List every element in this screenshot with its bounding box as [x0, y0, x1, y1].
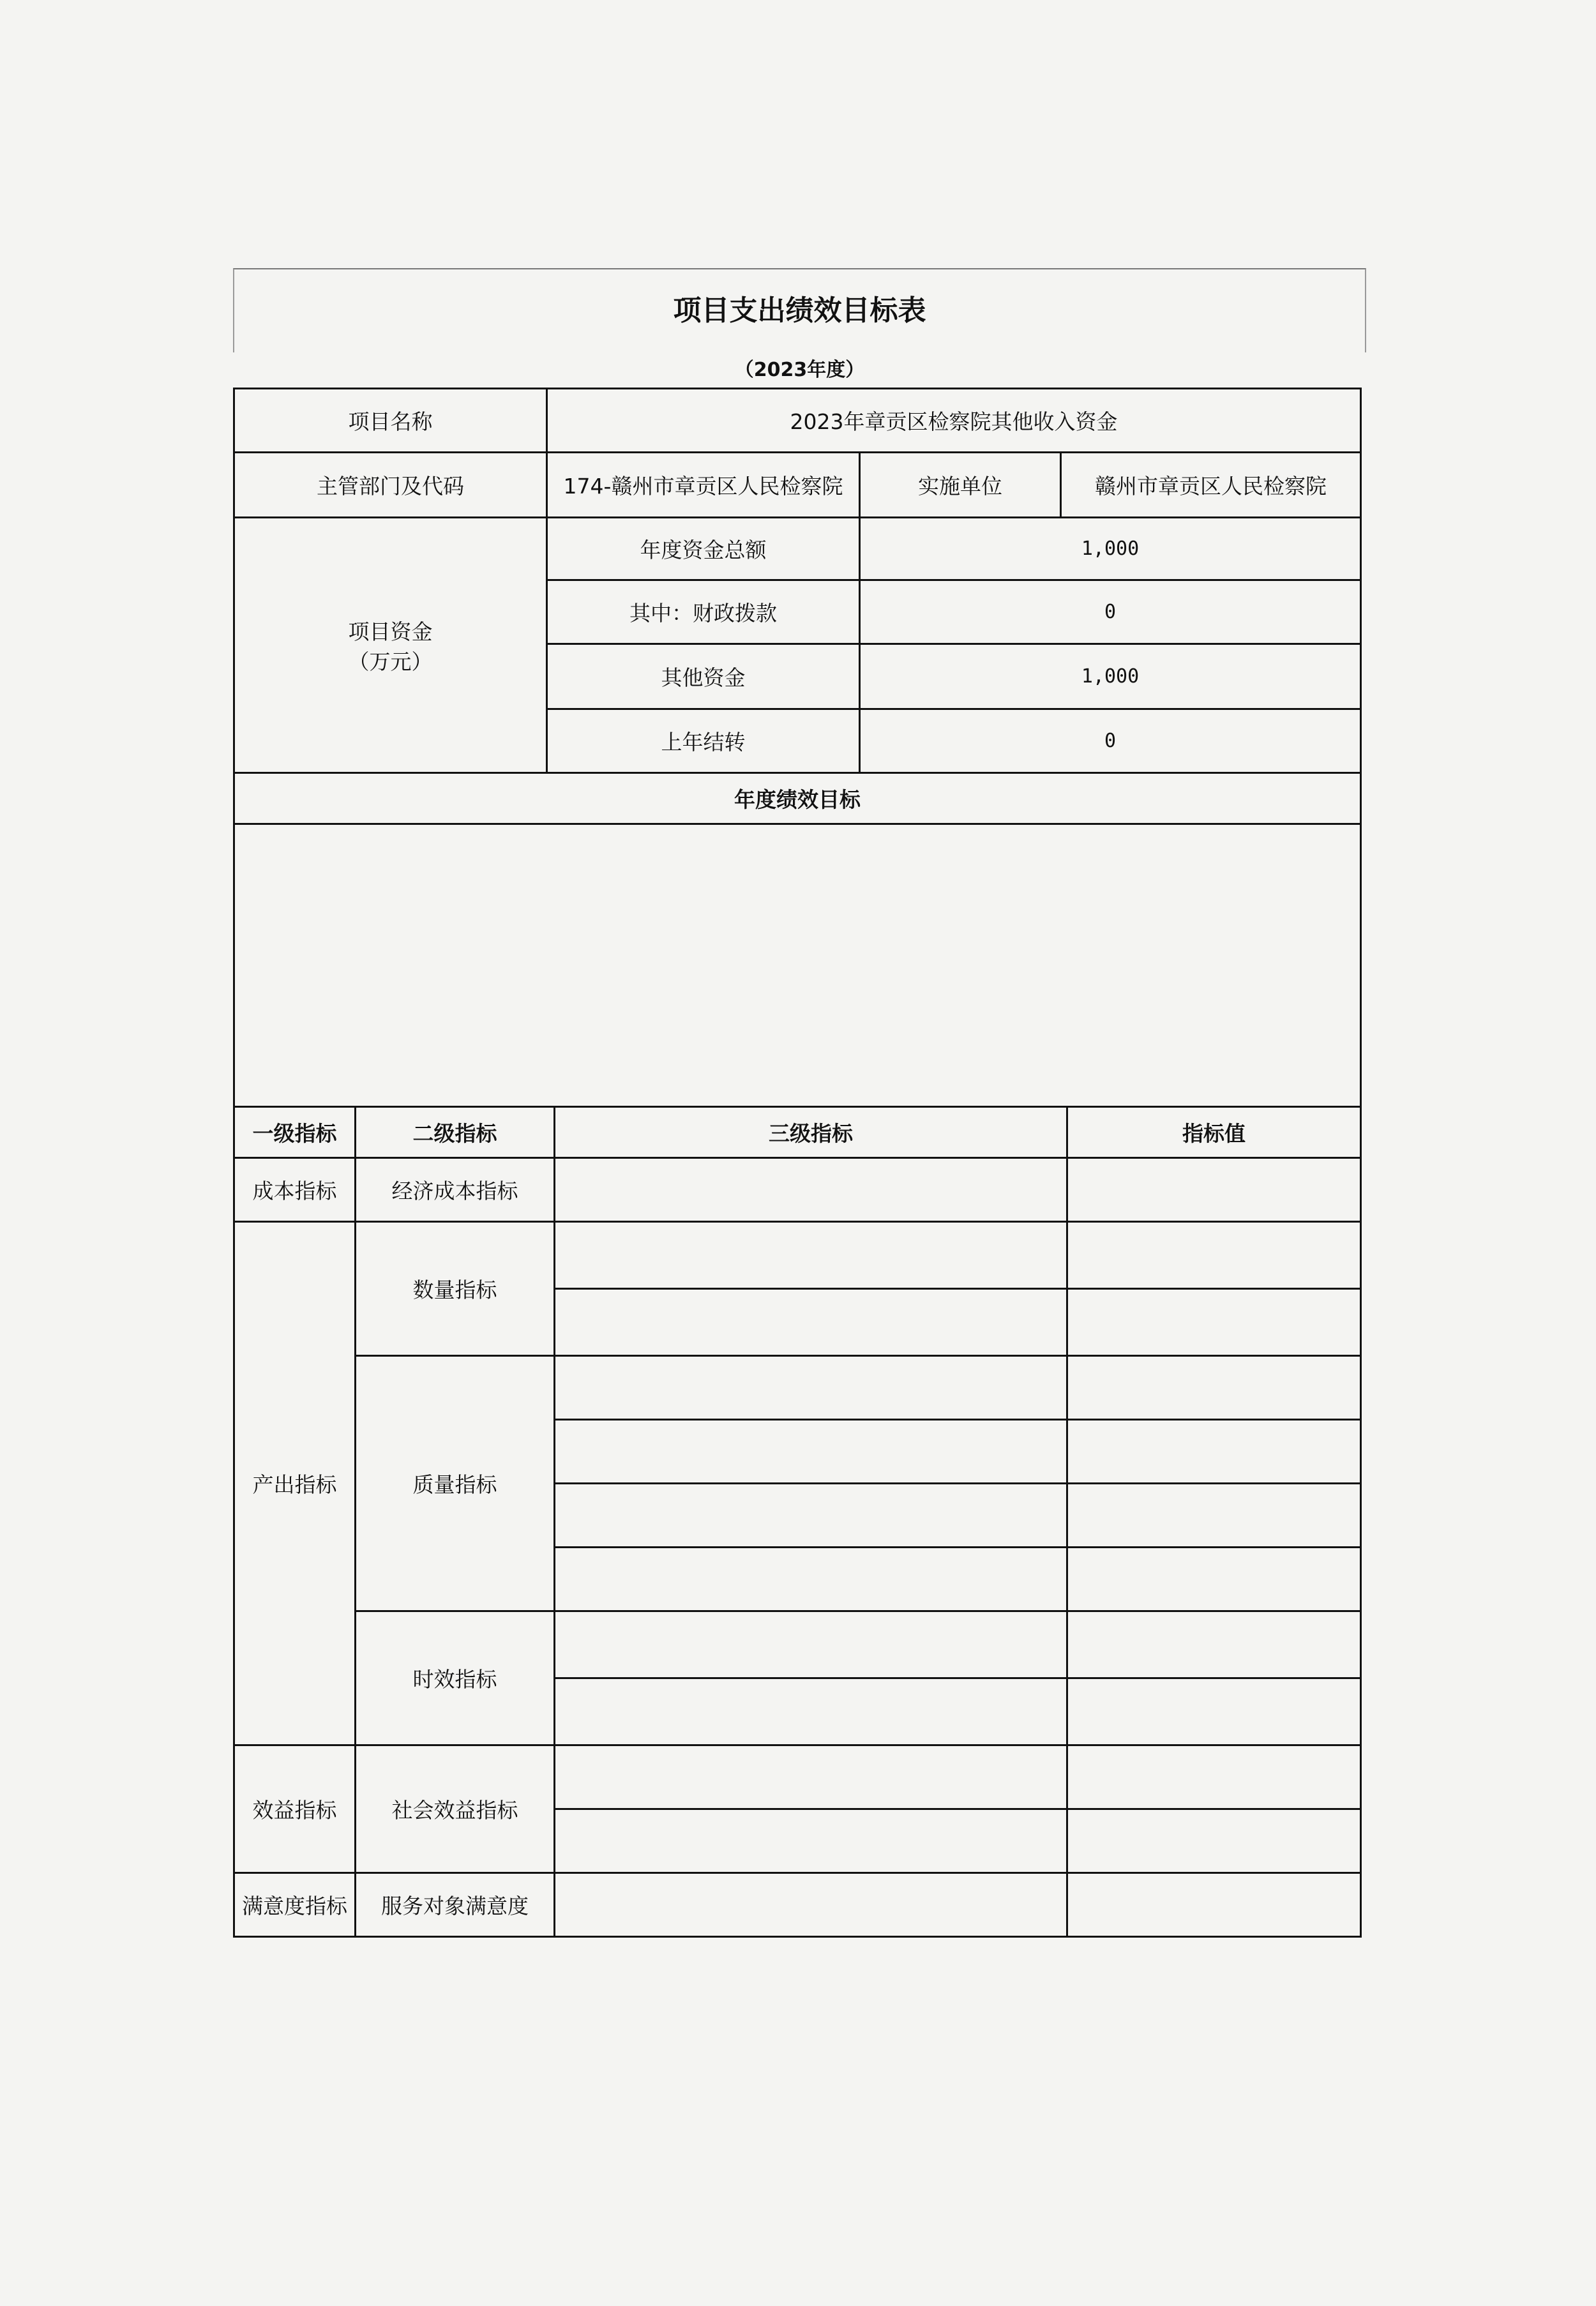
benefit-level1: 效益指标 [234, 1745, 356, 1873]
header-level2: 二级指标 [356, 1107, 555, 1158]
indicator-value-cell [1067, 1222, 1361, 1289]
project-info-table [233, 388, 1362, 1108]
goals-content-row [234, 824, 1361, 1107]
fund-total-label: 年度资金总额 [547, 518, 860, 580]
table-row [234, 1158, 1361, 1222]
indicator-cell [555, 1222, 1067, 1289]
indicator-value-cell [1067, 1484, 1361, 1548]
goals-header-row [234, 773, 1361, 824]
dept-row [234, 453, 1361, 518]
project-name-row [234, 389, 1361, 453]
indicator-value-cell [1067, 1420, 1361, 1484]
table-row [234, 1611, 1361, 1678]
output-quantity: 数量指标 [356, 1222, 555, 1356]
indicator-header-row [234, 1107, 1361, 1158]
indicator-value-cell [1067, 1356, 1361, 1420]
fund-carryover-label: 上年结转 [547, 709, 860, 773]
indicator-value-cell [1067, 1289, 1361, 1356]
dept-value: 174-赣州市章贡区人民检察院 [547, 453, 860, 518]
impl-label: 实施单位 [860, 453, 1061, 518]
doc-year: （2023年度） [734, 359, 865, 381]
benefit-social: 社会效益指标 [356, 1745, 555, 1873]
indicator-cell [555, 1873, 1067, 1937]
indicator-cell [555, 1678, 1067, 1745]
indicator-cell [555, 1420, 1067, 1484]
indicator-value-cell [1067, 1745, 1361, 1809]
impl-value: 赣州市章贡区人民检察院 [1061, 453, 1361, 518]
fund-other-value: 1,000 [860, 644, 1361, 709]
output-level1: 产出指标 [234, 1222, 356, 1745]
fund-carryover-value: 0 [860, 709, 1361, 773]
table-row [234, 1745, 1361, 1809]
doc-title: 项目支出绩效目标表 [233, 268, 1366, 352]
satisfaction-level2: 服务对象满意度 [356, 1873, 555, 1937]
indicator-value-cell [1067, 1548, 1361, 1611]
indicator-value-cell [1067, 1678, 1361, 1745]
fund-row [234, 518, 1361, 580]
indicator-value-cell [1067, 1611, 1361, 1678]
cost-level1: 成本指标 [234, 1158, 356, 1222]
indicator-cell [555, 1745, 1067, 1809]
performance-target-sheet [233, 268, 1366, 1938]
fund-label-line1: 项目资金 [348, 619, 433, 644]
fund-label-line2: （万元） [348, 649, 433, 674]
table-row [234, 1356, 1361, 1420]
output-timeliness: 时效指标 [356, 1611, 555, 1745]
indicator-cell [555, 1809, 1067, 1873]
cost-level2: 经济成本指标 [356, 1158, 555, 1222]
table-row [234, 1873, 1361, 1937]
indicator-cell [555, 1484, 1067, 1548]
goals-label: 年度绩效目标 [234, 773, 1361, 824]
satisfaction-level1: 满意度指标 [234, 1873, 356, 1937]
indicator-cell [555, 1158, 1067, 1222]
indicator-value-cell [1067, 1809, 1361, 1873]
fund-fiscal-value: 0 [860, 580, 1361, 644]
dept-label: 主管部门及代码 [234, 453, 547, 518]
header-value: 指标值 [1067, 1107, 1361, 1158]
goals-content [234, 824, 1361, 1107]
table-row [234, 1222, 1361, 1289]
header-level3: 三级指标 [555, 1107, 1067, 1158]
indicator-cell [555, 1356, 1067, 1420]
header-level1: 一级指标 [234, 1107, 356, 1158]
fund-label [234, 518, 547, 773]
fund-other-label: 其他资金 [547, 644, 860, 709]
indicator-value-cell [1067, 1873, 1361, 1937]
indicator-table [233, 1106, 1362, 1938]
project-name-label: 项目名称 [234, 389, 547, 453]
output-quality: 质量指标 [356, 1356, 555, 1611]
fund-total-value: 1,000 [860, 518, 1361, 580]
indicator-cell [555, 1611, 1067, 1678]
project-name-value: 2023年章贡区检察院其他收入资金 [547, 389, 1361, 453]
indicator-cell [555, 1289, 1067, 1356]
fund-fiscal-label: 其中：财政拨款 [547, 580, 860, 644]
indicator-cell [555, 1548, 1067, 1611]
indicator-value-cell [1067, 1158, 1361, 1222]
